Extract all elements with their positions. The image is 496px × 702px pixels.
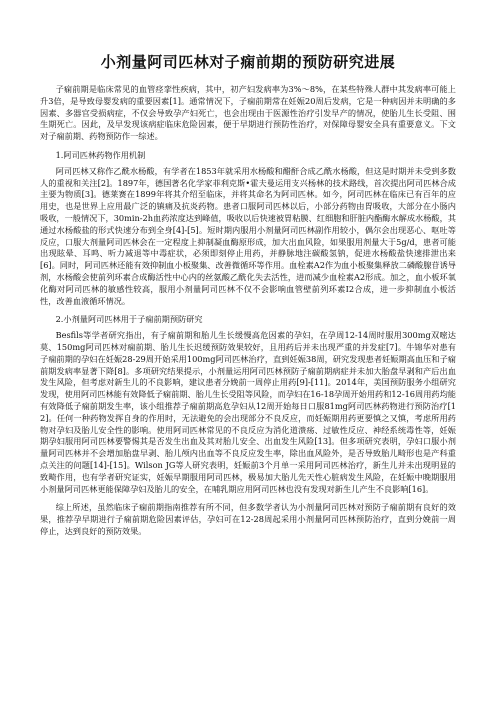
section-2-paragraph: Besfils等学者研究指出，有子痫前期和胎儿生长缓慢高危因素的孕妇，在孕周12-14周时服用300mg双嘧达莫、150mg阿司匹林对痫前期、胎儿生长迟缓预防效果较好，且用药后并未出现严重的并发症[7]。牛锦华对患有子痫前期的孕妇在妊娠28-29周开始采用100mg阿司匹林治疗，直到妊娠38周，研究发现患者妊娠期高血压和子痫前期发病率显著下降[8]。多项研究结果提示，小剂量运用阿司匹林预防子痫前期病症并未加大胎盘早剥和产后出血发生风险，但考虑对新生儿的不良影响，建议患者分娩前一周停止用药[9]-[11]。2014年，美国预防服务小组研究发现，使用阿司匹林能有效降低子痫前期、胎儿生长受阻等风险，而孕妇在16-18孕周开始用药和12-16周用药均能有效降低子痫前期发生率，该小组推荐子痫前期高危孕妇从12周开始每日口服81mg阿司匹林药物进行预防治疗[12]。任何一种药物发挥自身的作用时，无法避免的会出现部分不良反应，而妊娠期用药更要慎之又慎，考虑所用药物对孕妇及胎儿安全性的影响。使用阿司匹林常见的不良反应为消化道溃疡、过敏性反应、神经系统毒性等，妊娠期孕妇服用阿司匹林要警惕其是否发生出血及其对胎儿安全、出血发生风险[13]。但多项研究表明，孕妇口服小剂量阿司匹林并不会增加胎盘早剥、胎儿颅内出血等不良反应发生率，除出血风险外，是否导致胎儿畸形也是产科重点关注的问题[14]-[15]。Wilson JG等人研究表明，妊娠前3个月单一采用阿司匹林治疗，新生儿并未出现明显的致畸作用，也有学者研究证实，妊娠早期服用阿司匹林，极易加大胎儿先天性心脏病发生风险，在妊娠中晚期服用小剂量阿司匹林更能保障孕妇及胎儿的安全，在哺乳期应用阿司匹林也没有发现对新生儿产生不良影响[16]。 (40, 330, 456, 494)
intro-paragraph: 子痫前期是临床常见的血管痉挛性疾病，其中，初产妇发病率为3%～8%，在某些特殊人群中其发病率可能上升3倍，是导致母婴发病的重要因素[1]。通常情况下，子痫前期常在妊娠20周后发病，它是一种病因并未明确的多因素、多器官受损病症，不仅会导致孕产妇死亡，也会出现由于医源性治疗引发早产的情况，使胎儿生长受阻、围生期死亡。因此，及早发现该病症临床危险因素，便于早期进行预防性治疗，对保障母婴安全具有重要意义。下文对子痫前期、药物预防作一综述。 (40, 84, 456, 142)
section-1-paragraph: 阿司匹林又称作乙酰水杨酸，有学者在1853年就采用水杨酸和醋酐合成乙酰水杨酸，但这是时期并未受到多数人的重视和关注[2]。1897年，德国著名化学家菲利克斯•霍夫曼运用支兴杨林的技术路线，首次提出阿司匹林合成主要为物质[3]。德莱赛在1899年将其介绍至临床，并将其命名为阿司匹林。如今，阿司匹林在临床已有百年的应用史，也是世界上应用最广泛的镇痛及抗炎药物。患者口服阿司匹林以后，小部分药物由胃吸收，大部分在小肠内吸收，一般情况下，30min-2h血药浓度达到峰值，吸收以后快速被胃粘膜、红细胞和肝脏内酯酶水解成水杨酸，其通过水杨酸盐的形式快速分布到全身[4]-[5]。短时期内服用小剂量阿司匹林副作用较小，偶尔会出现恶心、呕吐等反应，口服大剂量阿司匹林会在一定程度上抑制凝血酶原形成，加大出血风险，如果服用剂量大于5g/d，患者可能出现眩晕、耳鸣、听力减退等中毒症状，必须即刻停止用药，并静脉地注碳酸氢钠，促进水杨酸盐快速排泄出来[6]。同时，阿司匹林还能有效抑制血小板聚集、改善微循环等作用。血栓素A2作为血小板聚集释放二磷酸腺苷诱导剂，水杨酸会使前列环素合成酶活性中心内的丝氨酸乙酰化失去活性，进而减少血栓素A2形成。加之，血小板环氧化酶对阿司匹林的敏感性较高，服用小剂量阿司匹林不仅不会影响血管壁前列环素I2合成，进一步抑制血小板活性，改善血液循环情况。 (40, 165, 456, 306)
conclusion-paragraph: 综上所述，虽然临床子痫前期指南推荐有所不同，但多数学者认为小剂量阿司匹林对预防子痫前期有良好的效果，推荐孕早期进行子痫前期危险因素评估，孕妇可在12-28周起采用小剂量阿司匹林预防治疗，直到分娩前一周停止，达到良好的预防效果。 (40, 502, 456, 536)
section-2-heading: 2.小剂量阿司匹林用于子痫前期预防研究 (55, 314, 203, 325)
section-1-heading: 1.阿司匹林药物作用机制 (55, 149, 146, 160)
document-title: 小剂量阿司匹林对子痫前期的预防研究进展 (100, 53, 396, 71)
